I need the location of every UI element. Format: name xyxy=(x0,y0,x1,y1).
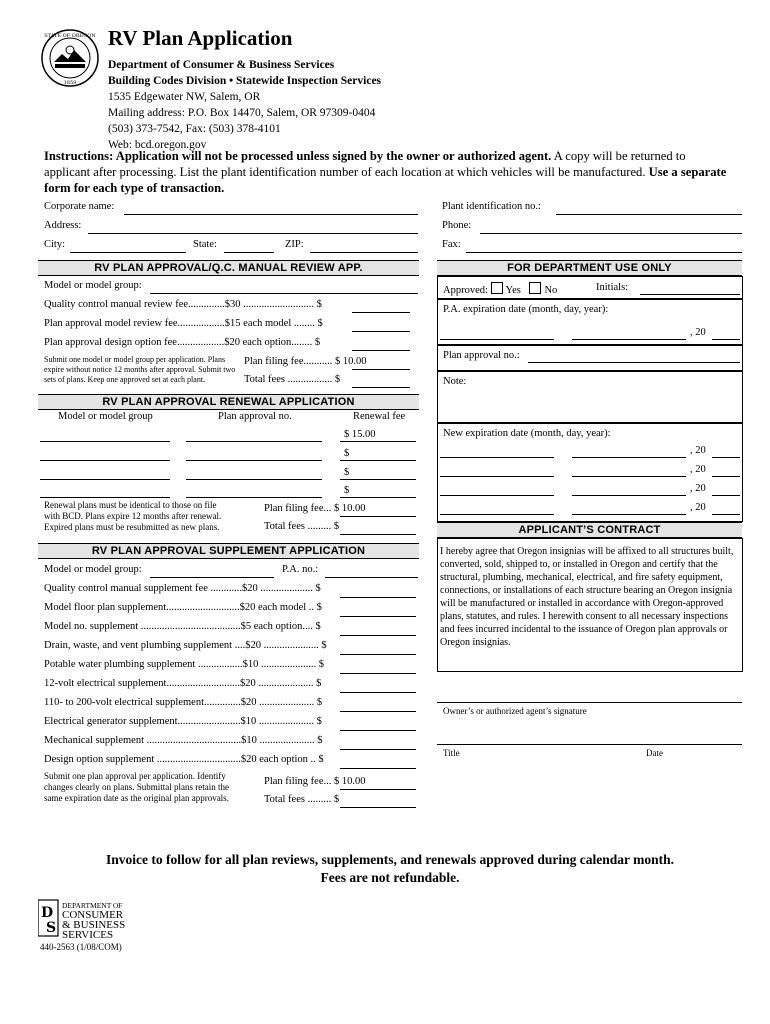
title-label: Title xyxy=(443,748,460,758)
org-line: 1535 Edgewater NW, Salem, OR xyxy=(108,91,261,103)
signature-line[interactable] xyxy=(437,702,742,703)
new-exp-month-field[interactable] xyxy=(440,457,554,458)
renewal-filing-fee: Plan filing fee... $ 10.00 xyxy=(264,503,366,514)
renewal-note xyxy=(44,500,221,533)
new-exp-month-field[interactable] xyxy=(440,476,554,477)
address-field[interactable] xyxy=(88,233,418,234)
review-qc-fee-row: Quality control manual review fee..............$30 ........................... $ xyxy=(44,299,322,310)
footer-invoice-note: Invoice to follow for all plan reviews, supplements, and renewals approved during calendar month. xyxy=(105,852,675,867)
contract-text: I hereby agree that Oregon insignias will be affixed to all structures built, converted, sold, shipped to, or installed in Oregon and certify that the structural, plumbing, mechanical, electrical, and fire safety equipment, connections, or installations of each structure bearing an Oregon insignia will be manufactured or installed in accordance with Oregon-approved plans, statutes, and rules. I herewith consent to all necessary inspections and fees incurred incidental to the issuance of Oregon plan approvals or Oregon insignias. xyxy=(440,546,734,648)
logo-line: CONSUMER xyxy=(62,909,124,921)
svg-text:D: D xyxy=(41,905,54,921)
supplement-row: Drain, waste, and vent plumbing supplement ....$20 ..................... $ xyxy=(44,640,327,651)
year-prefix: , 20 xyxy=(690,327,706,338)
instructions-bold-2: Use a separate form for each type of transaction. xyxy=(44,165,727,195)
note-box xyxy=(437,370,743,424)
plant-id-label: Plant identification no.: xyxy=(442,201,541,212)
note-line: Renewal plans must be identical to those on file xyxy=(44,500,217,510)
org-line: Building Codes Division • Statewide Inspection Services xyxy=(108,75,382,87)
new-exp-month-field[interactable] xyxy=(440,514,554,515)
logo-line: & BUSINESS xyxy=(62,919,126,931)
pa-expiration-label: P.A. expiration date (month, day, year): xyxy=(443,304,609,315)
supplement-filing-fee-line xyxy=(340,789,416,790)
renewal-col-model: Model or model group xyxy=(58,411,153,422)
review-qc-fee-field[interactable] xyxy=(352,312,410,313)
review-model-label: Model or model group: xyxy=(44,280,142,291)
renewal-plan-field[interactable] xyxy=(186,497,322,498)
signature-label: Owner’s or authorized agent’s signature xyxy=(443,706,587,716)
form-title: RV Plan Application xyxy=(108,26,293,50)
new-exp-day-field[interactable] xyxy=(572,514,686,515)
supplement-fee-field[interactable] xyxy=(340,692,416,693)
supplement-row: Model floor plan supplement............................$20 each model .. $ xyxy=(44,602,322,613)
supplement-model-field[interactable] xyxy=(150,577,274,578)
supplement-row: Model no. supplement ......................................$5 each option.... $ xyxy=(44,621,321,632)
review-note xyxy=(44,355,235,385)
supplement-row: Potable water plumbing supplement .................$10 ..................... $ xyxy=(44,659,324,670)
supplement-filing-fee: Plan filing fee... $ 10.00 xyxy=(264,776,366,787)
renewal-total-fees-field[interactable] xyxy=(340,534,416,535)
plant-id-field[interactable] xyxy=(556,214,742,215)
city-field[interactable] xyxy=(70,252,186,253)
supplement-fee-field[interactable] xyxy=(340,635,416,636)
renewal-model-field[interactable] xyxy=(40,441,170,442)
supplement-total-fees: Total fees ......... $ xyxy=(264,794,340,805)
new-exp-day-field[interactable] xyxy=(572,457,686,458)
approved-label: Approved: xyxy=(443,285,488,296)
renewal-plan-field[interactable] xyxy=(186,441,322,442)
renewal-fee-dollar: $ xyxy=(344,467,350,478)
contract-section-header: APPLICANT’S CONTRACT xyxy=(437,522,742,538)
supplement-section-header: RV PLAN APPROVAL SUPPLEMENT APPLICATION xyxy=(38,543,419,559)
review-total-fees: Total fees ................. $ xyxy=(244,374,341,385)
yes-label: Yes xyxy=(505,285,521,296)
seal-text: STATE OF OREGON xyxy=(44,33,96,39)
title-date-line[interactable] xyxy=(437,744,742,745)
renewal-fee-field[interactable] xyxy=(340,460,416,461)
year-prefix: , 20 xyxy=(690,445,706,456)
zip-label: ZIP: xyxy=(285,239,304,250)
approved-yes-checkbox[interactable] xyxy=(491,282,503,294)
renewal-total-fees: Total fees ......... $ xyxy=(264,521,340,532)
footer-refund-note: Fees are not refundable. xyxy=(320,870,460,885)
renewal-plan-field[interactable] xyxy=(186,460,322,461)
supplement-row: 110- to 200-volt electrical supplement..............$20 ..................... $ xyxy=(44,697,323,708)
new-expiration-label: New expiration date (month, day, year): xyxy=(443,428,611,439)
date-label: Date xyxy=(646,748,663,758)
oregon-state-seal-icon xyxy=(40,28,100,88)
phone-label: Phone: xyxy=(442,220,472,231)
review-filing-fee: Plan filing fee........... $ 10.00 xyxy=(244,356,367,367)
supplement-model-label: Model or model group: xyxy=(44,564,142,575)
supplement-note xyxy=(44,771,229,804)
seal-year: 1859 xyxy=(63,80,77,86)
no-label: No xyxy=(544,285,558,296)
review-model-fee-row: Plan approval model review fee..................$15 each model ........ $ xyxy=(44,318,323,329)
phone-field[interactable] xyxy=(480,233,742,234)
review-option-fee-field[interactable] xyxy=(352,350,410,351)
year-prefix: , 20 xyxy=(690,502,706,513)
fax-field[interactable] xyxy=(466,252,742,253)
form-number: 440-2563 (1/08/COM) xyxy=(40,942,122,952)
supplement-pa-label: P.A. no.: xyxy=(282,564,319,575)
instructions xyxy=(44,148,734,196)
note-line: sets of plans. Keep one approved set at each plant. xyxy=(44,375,206,384)
supplement-fee-field[interactable] xyxy=(340,768,416,769)
supplement-fee-field[interactable] xyxy=(340,597,416,598)
note-line: Expired plans must be resubmitted as new plans. xyxy=(44,522,220,532)
pa-exp-month-field[interactable] xyxy=(440,339,554,340)
instructions-bold: Instructions: Application will not be processed unless signed by the owner or authorized agent. xyxy=(44,149,552,163)
instructions-text: A copy will be returned to applicant after processing. List the plant identification number of each location at which vehicles will be manufactured. xyxy=(44,149,686,179)
plan-approval-label: Plan approval no.: xyxy=(443,350,520,361)
review-model-fee-field[interactable] xyxy=(352,331,410,332)
plan-approval-field[interactable] xyxy=(528,362,740,363)
note-line: with BCD. Plans expire 12 months after renewal. xyxy=(44,511,222,521)
new-exp-day-field[interactable] xyxy=(572,495,686,496)
supplement-fee-field[interactable] xyxy=(340,616,416,617)
org-line: Department of Consumer & Business Services xyxy=(108,59,335,71)
city-label: City: xyxy=(44,239,66,250)
initials-field[interactable] xyxy=(640,294,740,295)
dcbs-logo-icon xyxy=(38,898,188,940)
renewal-fee-dollar: $ xyxy=(344,448,350,459)
corporate-name-field[interactable] xyxy=(124,214,418,215)
supplement-pa-field[interactable] xyxy=(325,577,418,578)
org-line: Mailing address: P.O. Box 14470, Salem, OR 97309-0404 xyxy=(108,107,376,119)
renewal-fee-value: $ 15.00 xyxy=(344,429,376,440)
renewal-filing-fee-line xyxy=(340,516,416,517)
address-label: Address: xyxy=(44,220,82,231)
new-exp-day-field[interactable] xyxy=(572,476,686,477)
year-prefix: , 20 xyxy=(690,464,706,475)
pa-exp-year-field[interactable] xyxy=(712,339,740,340)
review-section-header: RV PLAN APPROVAL/Q.C. MANUAL REVIEW APP. xyxy=(38,260,419,276)
supplement-fee-field[interactable] xyxy=(340,749,416,750)
renewal-model-field[interactable] xyxy=(40,479,170,480)
supplement-fee-field[interactable] xyxy=(340,730,416,731)
review-total-fees-field[interactable] xyxy=(352,387,410,388)
supplement-row: Electrical generator supplement........................$10 ..................... $ xyxy=(44,716,322,727)
approved-row xyxy=(443,282,557,296)
supplement-fee-field[interactable] xyxy=(340,654,416,655)
org-line: Web: bcd.oregon.gov xyxy=(108,139,207,151)
logo-line: DEPARTMENT OF xyxy=(62,901,123,910)
zip-field[interactable] xyxy=(310,252,418,253)
note-line: same expiration date as the original plan approvals. xyxy=(44,793,229,803)
note-line: Submit one plan approval per application. Identify xyxy=(44,771,226,781)
department-section-header: FOR DEPARTMENT USE ONLY xyxy=(437,260,742,276)
new-exp-year-field[interactable] xyxy=(712,514,740,515)
svg-text:S: S xyxy=(46,920,57,936)
renewal-fee-field[interactable] xyxy=(340,497,416,498)
org-address-block xyxy=(108,57,381,153)
renewal-col-plan: Plan approval no. xyxy=(218,411,292,422)
renewal-model-field[interactable] xyxy=(40,460,170,461)
renewal-model-field[interactable] xyxy=(40,497,170,498)
new-exp-year-field[interactable] xyxy=(712,495,740,496)
supplement-fee-field[interactable] xyxy=(340,711,416,712)
year-prefix: , 20 xyxy=(690,483,706,494)
logo-line: SERVICES xyxy=(62,929,114,940)
initials-label: Initials: xyxy=(596,282,629,293)
note-line: expire without notice 12 months after approval. Submit two xyxy=(44,365,236,374)
new-exp-year-field[interactable] xyxy=(712,476,740,477)
new-exp-year-field[interactable] xyxy=(712,457,740,458)
renewal-fee-dollar: $ xyxy=(344,485,350,496)
supplement-row: Mechanical supplement ....................................$10 ..................... $ xyxy=(44,735,323,746)
approved-no-checkbox[interactable] xyxy=(529,282,541,294)
renewal-fee-field[interactable] xyxy=(340,441,416,442)
review-option-fee-row: Plan approval design option fee..................$20 each option........ $ xyxy=(44,337,321,348)
supplement-row: 12-volt electrical supplement............................$20 ..................... $ xyxy=(44,678,322,689)
review-model-field[interactable] xyxy=(150,293,418,294)
state-field[interactable] xyxy=(224,252,274,253)
supplement-row: Design option supplement ................................$20 each option .. $ xyxy=(44,754,324,765)
org-line: (503) 373-7542, Fax: (503) 378-4101 xyxy=(108,123,281,135)
note-line: Submit one model or model group per application. Plans xyxy=(44,355,226,364)
renewal-section-header: RV PLAN APPROVAL RENEWAL APPLICATION xyxy=(38,394,419,410)
review-filing-fee-line xyxy=(352,369,410,370)
supplement-fee-field[interactable] xyxy=(340,673,416,674)
supplement-row: Quality control manual supplement fee ............$20 .................... $ xyxy=(44,583,321,594)
state-label: State: xyxy=(193,239,217,250)
note-label[interactable]: Note: xyxy=(443,376,467,387)
renewal-fee-field[interactable] xyxy=(340,479,416,480)
note-line: changes clearly on plans. Submittal plans retain the xyxy=(44,782,229,792)
renewal-col-fee: Renewal fee xyxy=(353,411,406,422)
new-exp-month-field[interactable] xyxy=(440,495,554,496)
supplement-total-fees-field[interactable] xyxy=(340,807,416,808)
fax-label: Fax: xyxy=(442,239,461,250)
pa-exp-day-field[interactable] xyxy=(572,339,686,340)
corporate-name-label: Corporate name: xyxy=(44,201,115,212)
dcbs-logo xyxy=(38,898,188,945)
renewal-plan-field[interactable] xyxy=(186,479,322,480)
